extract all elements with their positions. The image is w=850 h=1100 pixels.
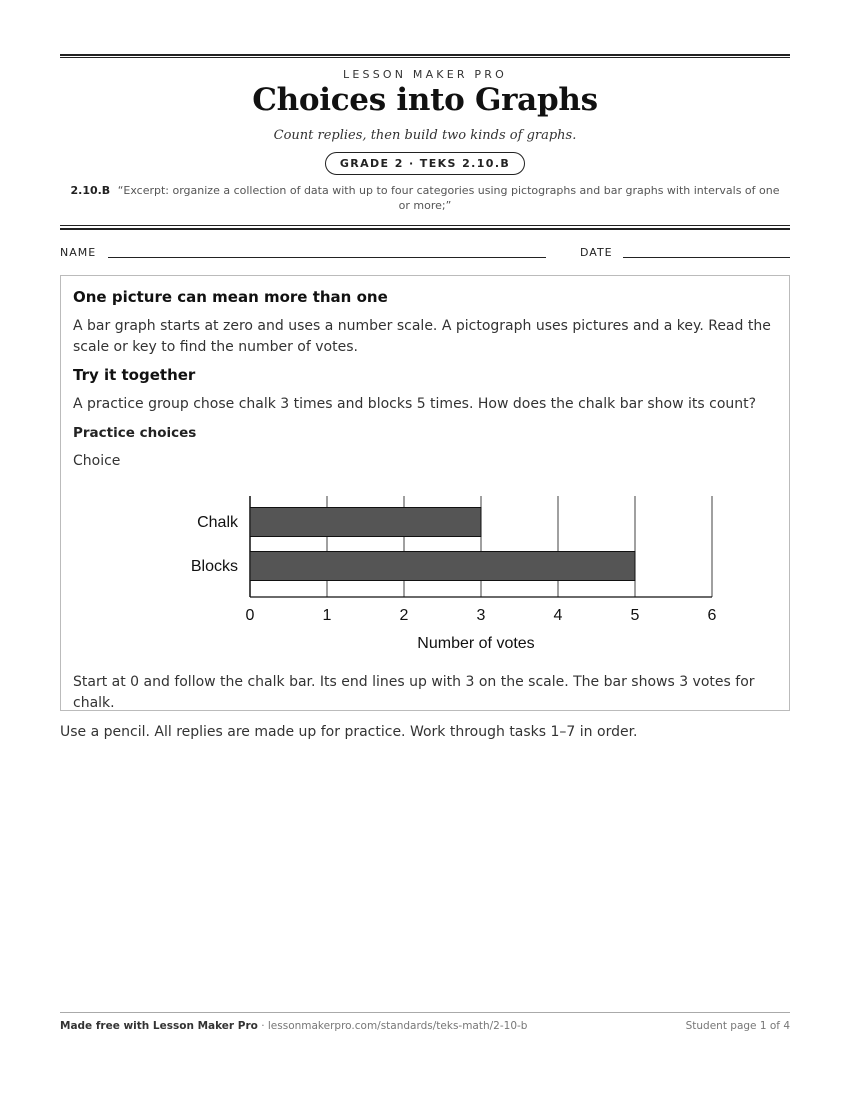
page-subtitle: Count replies, then build two kinds of graphs. [273, 128, 577, 143]
footer-rule [60, 1012, 790, 1013]
votes-bar-chart [150, 490, 730, 660]
category-label-blocks: Blocks [190, 558, 238, 575]
pencil-note: Use a pencil. All replies are made up for practice. Work through tasks 1–7 in order. [60, 724, 638, 740]
date-label: DATE [580, 246, 613, 259]
category-label-chalk: Chalk [197, 514, 238, 531]
lesson-intro: A bar graph starts at zero and uses a number scale. A pictograph uses pictures and a key. Read the scale or key to find the number of votes. [73, 318, 771, 355]
choice-label: Choice [73, 453, 121, 469]
tick-label-2: 2 [399, 607, 409, 624]
lesson-heading: One picture can mean more than one [73, 288, 388, 306]
tick-label-5: 5 [630, 607, 640, 624]
footer-made-with: Made free with Lesson Maker Pro [60, 1020, 258, 1032]
tick-label-6: 6 [707, 607, 717, 624]
page-title: Choices into Graphs [252, 82, 598, 118]
try-heading: Try it together [73, 366, 196, 384]
footer-credit [60, 1020, 527, 1032]
date-field[interactable] [623, 257, 790, 258]
bar-blocks [250, 552, 635, 581]
practice-heading: Practice choices [73, 425, 197, 441]
footer-url[interactable]: · lessonmakerpro.com/standards/teks-math/2-10-b [257, 1020, 528, 1032]
chart-category-labels [191, 514, 239, 575]
chart-bars [250, 508, 635, 581]
tick-label-0: 0 [245, 607, 255, 624]
grade-badge: GRADE 2 · TEKS 2.10.B [325, 152, 525, 175]
chart-tick-labels [246, 607, 717, 624]
name-label: NAME [60, 246, 97, 259]
chart-explanation: Start at 0 and follow the chalk bar. Its end lines up with 3 on the scale. The bar shows 3 votes for chalk. [73, 674, 755, 711]
name-date-row [60, 246, 790, 262]
header-bottom-rule [60, 225, 790, 230]
x-axis-label: Number of votes [417, 635, 535, 652]
name-field[interactable] [108, 257, 546, 258]
try-text: A practice group chose chalk 3 times and blocks 5 times. How does the chalk bar show its count? [73, 396, 757, 412]
brand-name: LESSON MAKER PRO [343, 68, 507, 81]
header-top-rule [60, 54, 790, 58]
bar-chalk [250, 508, 481, 537]
tick-label-1: 1 [322, 607, 332, 624]
tick-label-3: 3 [476, 607, 486, 624]
standard-excerpt [70, 183, 780, 213]
grade-badge-wrap [60, 152, 790, 175]
footer-page-number: Student page 1 of 4 [685, 1020, 790, 1032]
standard-code: 2.10.B [70, 184, 111, 197]
standard-text: “Excerpt: organize a collection of data with up to four categories using pictographs and bar graphs with intervals of one or more;” [117, 184, 780, 212]
tick-label-4: 4 [553, 607, 563, 624]
